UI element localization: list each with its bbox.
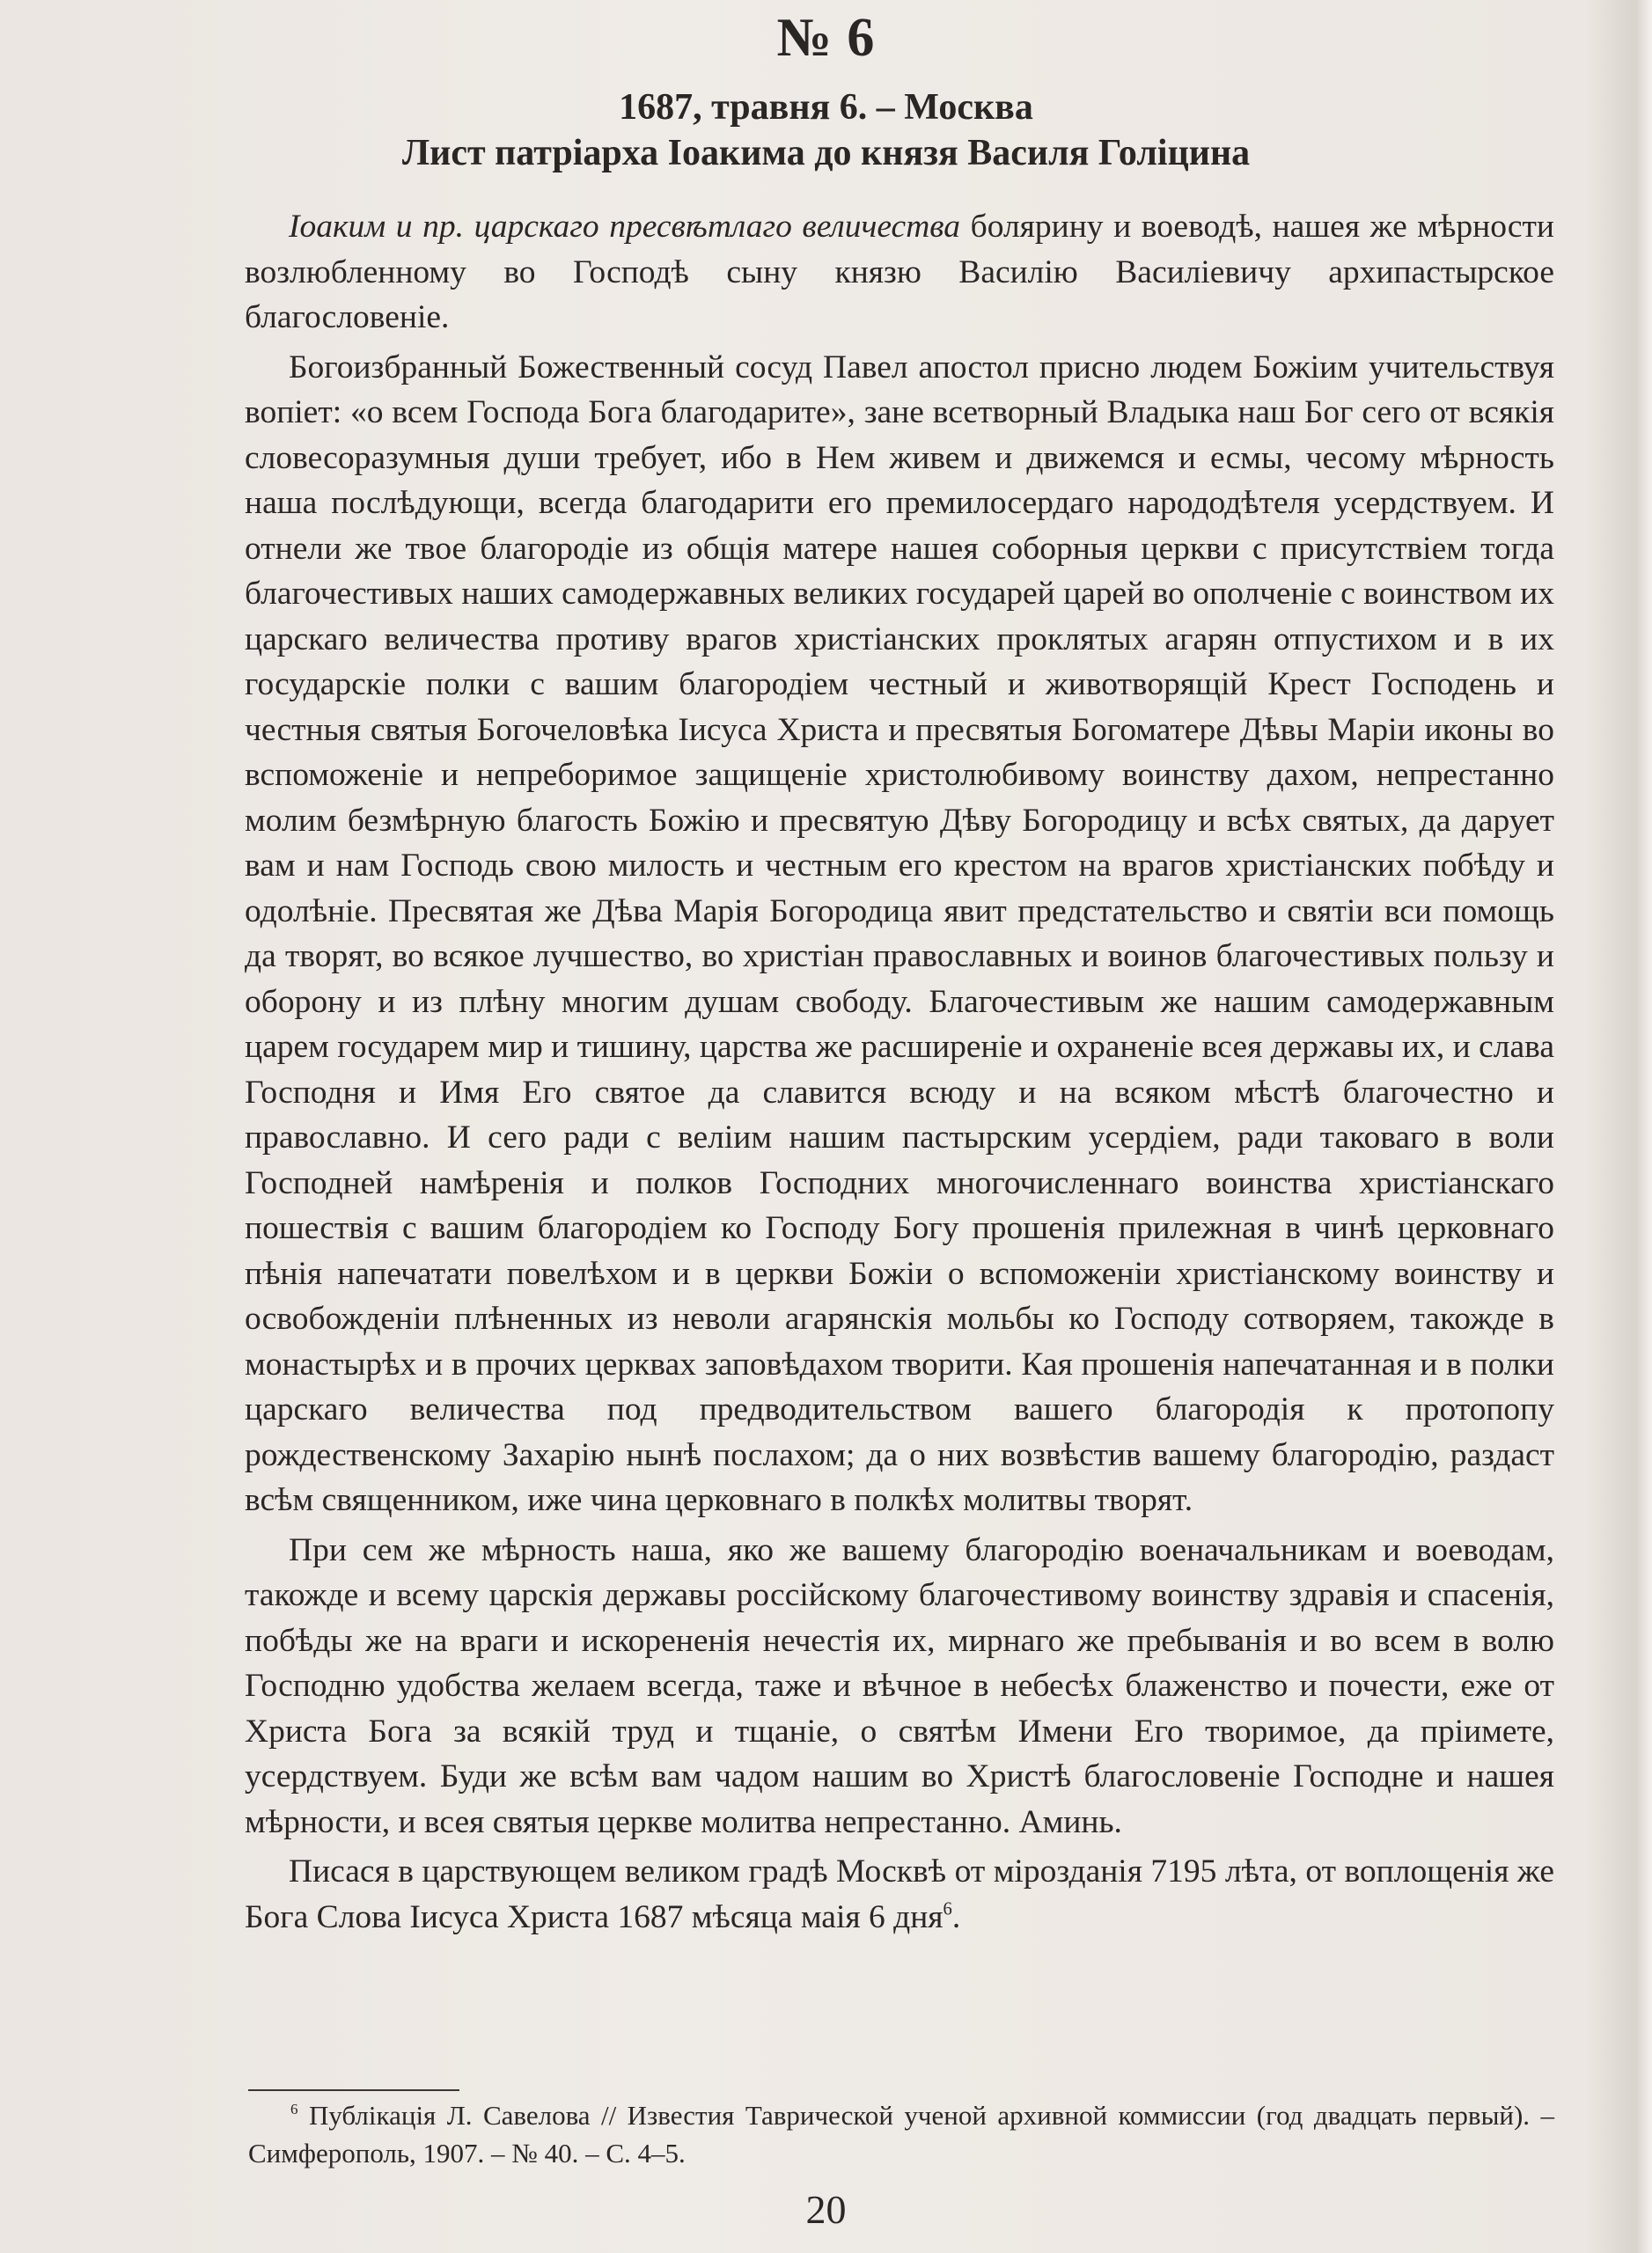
footnote-text: Публікація Л. Савелова // Известия Таврической ученой архивной коммиссии (год двадцать первый). – Симферополь, 1907. – № 40. – С. 4–5. (248, 2100, 1554, 2169)
salutation-rest: болярину и воеводѣ, нашея же мѣрности возлюбленному во Господѣ сыну князю Василію Василіевичу архипастырское благословеніе. (245, 209, 1554, 335)
document-title: Лист патріарха Іоакима до князя Василя Голіцина (401, 133, 1251, 173)
paragraph-main: Богоизбранный Божественный сосуд Павел апостол присно людем Божіим учительствуя вопіет: «о всем Господа Бога благодарите», зане всетворный Владыка наш Бог сего от всякія словесоразумныя души требует, ибо в Нем живем и движемся и есмы, чесому мѣрность наша послѣдующи, всегда благодарити его премилосердаго народодѣтеля усердствуем. И отнели же твое благородіе из общія матере нашея соборныя церкви с присутствіем тогда благочестивых наших самодержавных великих государей царей во ополченіе с воинством их царскаго величества противу врагов христіанских проклятых агарян отпустихом и в их государскіе полки с вашим благородіем честный и животворящій Крест Господень и честныя святыя Богочеловѣка Іисуса Христа и пресвятыя Богоматере Дѣвы Маріи иконы во вспоможеніе и непреборимое защищеніе христолюбивому воинству дахом, непрестанно молим безмѣрную благость Божію и пресвятую Дѣву Богородицу и всѣх святых, да дарует вам и нам Господь свою милость и честным его крестом на врагов христіанских побѣду и одолѣніе. Пресвятая же Дѣва Марія Богородица явит предстательство и святіи вси помощь да творят, во всякое лучшество, во христіан православных и воинов благочестивых пользу и оборону и из плѣну многим душам свободу. Благочестивым же нашим самодержавным царем государем мир и тишину, царства же расширеніе и охраненіе всея державы их, и слава Господня и Имя Его святое да славится всюду и на всяком мѣстѣ благочестно и православно. И сего ради с веліим нашим пастырским усердіем, ради таковаго в воли Господней намѣренія и полков Господних многочисленнаго воинства христіанскаго пошествія с вашим благородіем ко Господу Богу прошенія прилежная в чинѣ церковнаго пѣнія напечатати повелѣхом и в церкви Божіи о вспоможеніи христіанскому воинству и освобожденіи плѣненных из неволи агарянскія мольбы ко Господу сотворяем, такожде в монастырѣх и в прочих церквах заповѣдахом творити. Кая прошенія напечатанная и в полки царскаго величества под предводительством вашего благородія к протопопу рождественскому Захарію нынѣ послахом; да о них возвѣстив вашему благородію, раздаст всѣм священником, иже чина церковнаго в полкѣх молитвы творят. (245, 349, 1554, 1518)
salutation-italic: Іоаким и пр. царскаго пресвѣтлаго величества (289, 209, 961, 245)
footnote-marker: 6 (290, 2101, 298, 2118)
footnote-reference: 6 (943, 1899, 952, 1919)
footnote (248, 2096, 1554, 2172)
document-number: № 6 (776, 8, 876, 68)
document-body (245, 204, 1554, 1940)
dating-text: Писася в царствующем великом градѣ Москвѣ от мірозданія 7195 лѣта, от воплощенія же Бога Слова Іисуса Христа 1687 мѣсяца маія 6 дня (245, 1853, 1554, 1935)
paragraph-salutation (245, 204, 1554, 341)
page-number: 20 (805, 2187, 847, 2232)
document-date-place: 1687, травня 6. – Москва (619, 87, 1033, 128)
paragraph-wishes: При сем же мѣрность наша, яко же вашему благородію военачальникам и воеводам, такожде и всему царскія державы россійскому благочестивому воинству здравія и спасенія, побѣды же на враги и искорененія нечестія их, мирнаго же пребыванія и во всем в волю Господню удобства желаем всегда, таже и вѣчное в небесѣх блаженство и почести, еже от Христа Бога за всякій труд и тщаніе, о святѣм Имени Его творимое, да пріимете, усердствуем. Буди же всѣм вам чадом нашим во Христѣ благословеніе Господне и нашея мѣрности, и всея святыя церкве молитва непрестанно. Аминь. (245, 1531, 1554, 1840)
paragraph-dating: Писася в царствующем великом градѣ Москвѣ от мірозданія 7195 лѣта, от воплощенія же Бога Слова Іисуса Христа 1687 мѣсяца маія 6 дня$^6$. (245, 1853, 1554, 1935)
footnote-divider (248, 2089, 459, 2091)
